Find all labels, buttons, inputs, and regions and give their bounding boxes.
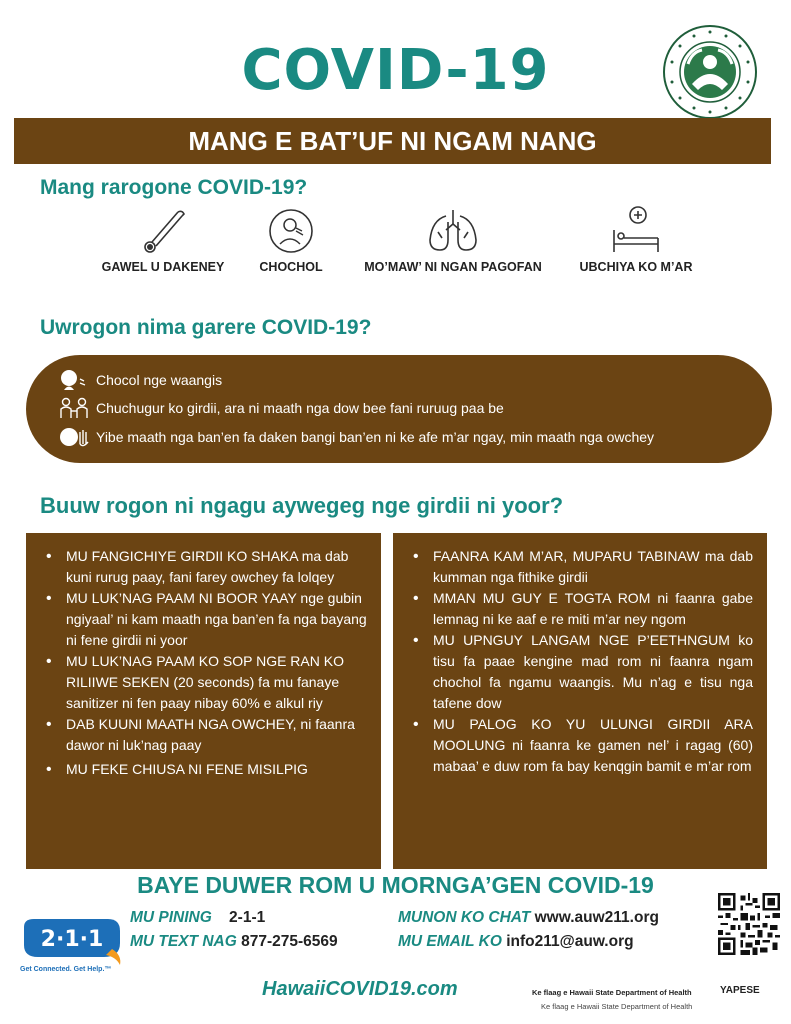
spread-item <box>58 397 504 419</box>
symptom-breathing <box>346 208 560 274</box>
spread-text: Chuchugur ko girdii, ara ni maath nga dow bee fani ruruug paa be <box>96 400 504 416</box>
prevention-item: • MU FANGICHIYE GIRDII KO SHAKA ma dab kuni rurug paay, fani farey owchey fa lolqey <box>42 546 367 588</box>
spread-text: Yibe maath nga ban’en fa daken bangi ban’en ni ke afe m’ar ngay, min maath nga owchey <box>96 429 655 445</box>
prevention-item: • MMAN MU GUY E TOGTA ROM ni faanra gabe lemnag ni ke aaf e re miti m’ar ney ngom <box>409 588 753 630</box>
prevention-heading: Buuw rogon ni ngagu aywegeg nge girdii ni yoor? <box>40 493 564 518</box>
contact-chat <box>398 909 659 927</box>
sick-bed-icon <box>608 204 664 254</box>
spread-panel <box>26 355 772 463</box>
prevention-item: • MU LUK’NAG PAAM KO SOP NGE RAN KO RILIIWE SEKEN (20 seconds) fa mu fanaye sanitizer ni fen paay nibay 60% e alkul riy <box>42 651 367 714</box>
symptom-label: MO’MAW’ NI NGAN PAGOFAN <box>364 260 542 274</box>
symptom-fever <box>88 208 238 274</box>
prevention-left-panel <box>26 533 381 869</box>
symptom-feel-sick <box>566 204 706 274</box>
people-contact-icon <box>58 397 92 419</box>
211-logo <box>16 913 126 975</box>
email-value[interactable]: info211@auw.org <box>506 933 634 950</box>
symptom-label: UBCHIYA KO M’AR <box>579 260 693 274</box>
symptom-label: CHOCHOL <box>259 260 323 274</box>
symptom-label: GAWEL U DAKENEY <box>101 260 225 274</box>
symptom-cough <box>246 208 336 274</box>
face-touch-icon <box>58 426 92 448</box>
prevention-item: • FAANRA KAM M’AR, MUPARU TABINAW ma dab kumman nga fithike girdii <box>409 546 753 588</box>
phone-label: MU PINING <box>130 909 212 926</box>
qr-code[interactable] <box>718 893 780 955</box>
website-link[interactable]: HawaiiCOVID19.com <box>262 978 458 1000</box>
211-tagline: Get Connected. Get Help.™ <box>20 966 112 973</box>
thermometer-icon <box>138 208 188 254</box>
phone-value[interactable]: 2-1-1 <box>229 909 266 926</box>
text-label: MU TEXT NAG <box>130 933 237 950</box>
spread-heading: Uwrogon nima garere COVID-19? <box>40 316 372 339</box>
health-department-seal <box>662 24 758 120</box>
spread-item <box>58 369 222 391</box>
prevention-item: • MU FEKE CHIUSA NI FENE MISILPIG <box>42 759 367 780</box>
prevention-right-panel <box>393 533 767 869</box>
chat-label: MUNON KO CHAT <box>398 909 531 926</box>
contact-email <box>398 933 634 951</box>
lungs-icon <box>426 208 480 254</box>
spread-item <box>58 426 654 448</box>
cough-person-icon <box>58 369 92 391</box>
cough-icon <box>266 208 316 254</box>
prevention-item: • MU PALOG KO YU ULUNGI GIRDII ARA MOOLUNG ni faanra ke gamen nel’ i ragag (60) mabaa’ e duw rom fa bay kenqgin bamit e m’ar rom <box>409 714 753 777</box>
prevention-item: • DAB KUUNI MAATH NGA OWCHEY, ni faanra dawor ni luk’nag paay <box>42 714 367 756</box>
language-label: YAPESE <box>720 985 760 996</box>
banner: MANG E BAT’UF NI NGAM NANG <box>14 118 771 164</box>
email-label: MU EMAIL KO <box>398 933 502 950</box>
prevention-item: • MU LUK’NAG PAAM NI BOOR YAAY nge gubin ngiyaal’ ni kam maath nga ban’en fa nga bayang ni fene girdii ni yoor <box>42 588 367 651</box>
211-number: 2·1·1 <box>40 927 104 952</box>
symptoms-heading: Mang rarogone COVID-19? <box>40 176 308 199</box>
prevention-item: • MU UPNGUY LANGAM NGE P’EETHNGUM ko tisu fa paae kengine mad rom ni faanra ngam chochol fa ngamu waangis. Mu n’ag e tisu nga tafene dow <box>409 630 753 714</box>
chat-value[interactable]: www.auw211.org <box>534 909 659 926</box>
page-title: COVID-19 <box>241 38 550 103</box>
spread-text: Chocol nge waangis <box>96 372 223 388</box>
credit-line: Ke flaag e Hawaii State Department of Health <box>532 988 692 997</box>
contact-heading: BAYE DUWER ROM U MORNGA’GEN COVID-19 <box>137 872 654 898</box>
contact-text <box>130 933 338 951</box>
credit-line-secondary: Ke flaag e Hawaii State Department of Health <box>541 1002 693 1011</box>
text-value[interactable]: 877-275-6569 <box>241 933 338 950</box>
contact-phone <box>130 909 265 927</box>
